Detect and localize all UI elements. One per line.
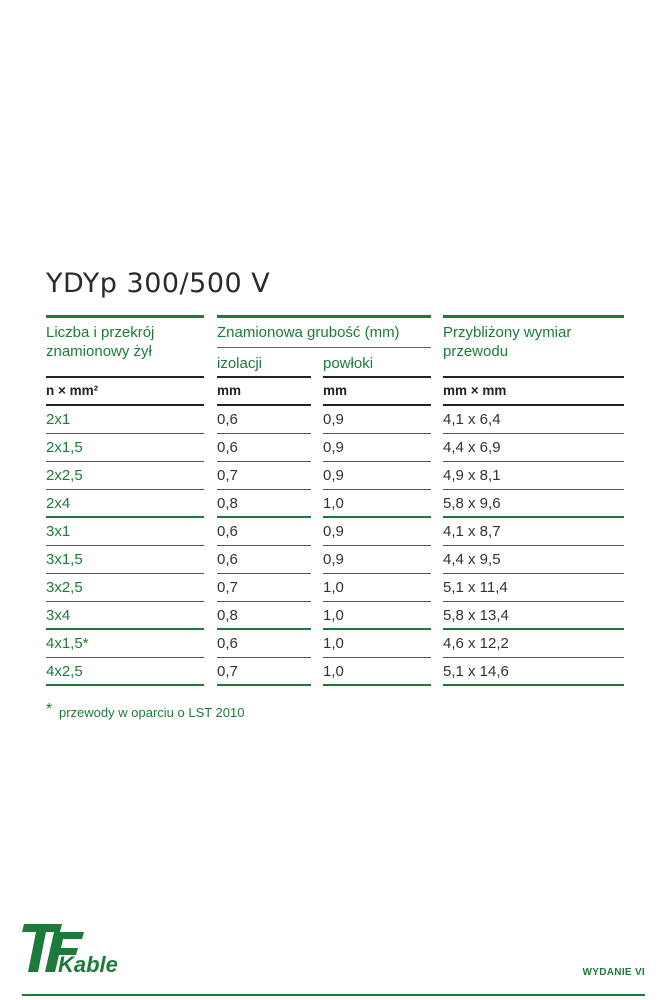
cell-insulation: 0,6: [217, 635, 238, 652]
cell-dimension: 4,4 x 9,5: [443, 551, 501, 568]
cell-size: 3x2,5: [46, 579, 83, 596]
cell-insulation: 0,6: [217, 411, 238, 428]
header-col2-divider: [217, 347, 431, 348]
cell-dimension: 5,8 x 13,4: [443, 607, 509, 624]
cell-dimension: 4,4 x 6,9: [443, 439, 501, 456]
cell-insulation: 0,6: [217, 551, 238, 568]
header-bar-col1: [46, 315, 204, 318]
cell-sheath: 0,9: [323, 439, 344, 456]
header-bar-col3: [443, 315, 624, 318]
cell-dimension: 5,1 x 11,4: [443, 579, 508, 596]
tfkable-logo: [18, 922, 128, 978]
cell-dimension: 5,1 x 14,6: [443, 663, 509, 680]
cell-size: 3x1: [46, 523, 71, 540]
cell-size: 3x1,5: [46, 551, 83, 568]
cell-sheath: 1,0: [323, 607, 344, 624]
header-col2: Znamionowa grubość (mm): [217, 324, 400, 341]
cell-size: 2x4: [46, 495, 71, 512]
bottom-rule: [22, 994, 645, 996]
cell-sheath: 0,9: [323, 523, 344, 540]
unit-col1: n × mm²: [46, 383, 99, 398]
cell-size: 2x2,5: [46, 467, 83, 484]
svg-text:Kable: Kable: [58, 952, 118, 977]
page-title: YDYp 300/500 V: [46, 268, 271, 299]
cell-sheath: 1,0: [323, 663, 344, 680]
header-col1: Liczba i przekrój znamionowy żył: [46, 324, 155, 360]
footnote-mark: *: [46, 701, 53, 718]
unit-col3: mm × mm: [443, 383, 507, 398]
cell-dimension: 4,9 x 8,1: [443, 467, 501, 484]
header-col2a: izolacji: [217, 355, 263, 372]
cell-insulation: 0,6: [217, 439, 238, 456]
footnote-text: przewody w oparciu o LST 2010: [59, 705, 245, 720]
cell-sheath: 1,0: [323, 635, 344, 652]
cell-sheath: 1,0: [323, 579, 344, 596]
cell-size: 2x1,5: [46, 439, 83, 456]
edition-label: WYDANIE VI: [582, 967, 645, 978]
cell-insulation: 0,7: [217, 663, 238, 680]
footnote: [46, 701, 245, 720]
cell-size: 2x1: [46, 411, 71, 428]
unit-col2a: mm: [217, 383, 242, 398]
cell-size: 4x2,5: [46, 663, 83, 680]
cell-size: 4x1,5*: [46, 635, 89, 652]
cell-sheath: 0,9: [323, 467, 344, 484]
cell-dimension: 5,8 x 9,6: [443, 495, 501, 512]
header-bar-col2: [217, 315, 431, 318]
header-col2b: powłoki: [323, 355, 374, 372]
cell-sheath: 0,9: [323, 411, 344, 428]
cell-sheath: 0,9: [323, 551, 344, 568]
unit-col2b: mm: [323, 383, 348, 398]
cell-dimension: 4,1 x 8,7: [443, 523, 501, 540]
cell-insulation: 0,8: [217, 607, 238, 624]
cell-insulation: 0,6: [217, 523, 238, 540]
cell-size: 3x4: [46, 607, 71, 624]
cell-dimension: 4,1 x 6,4: [443, 411, 501, 428]
cell-insulation: 0,7: [217, 467, 238, 484]
cell-dimension: 4,6 x 12,2: [443, 635, 509, 652]
cell-insulation: 0,7: [217, 579, 238, 596]
header-col3: Przybliżony wymiar przewodu: [443, 324, 572, 360]
cell-insulation: 0,8: [217, 495, 238, 512]
cell-sheath: 1,0: [323, 495, 344, 512]
